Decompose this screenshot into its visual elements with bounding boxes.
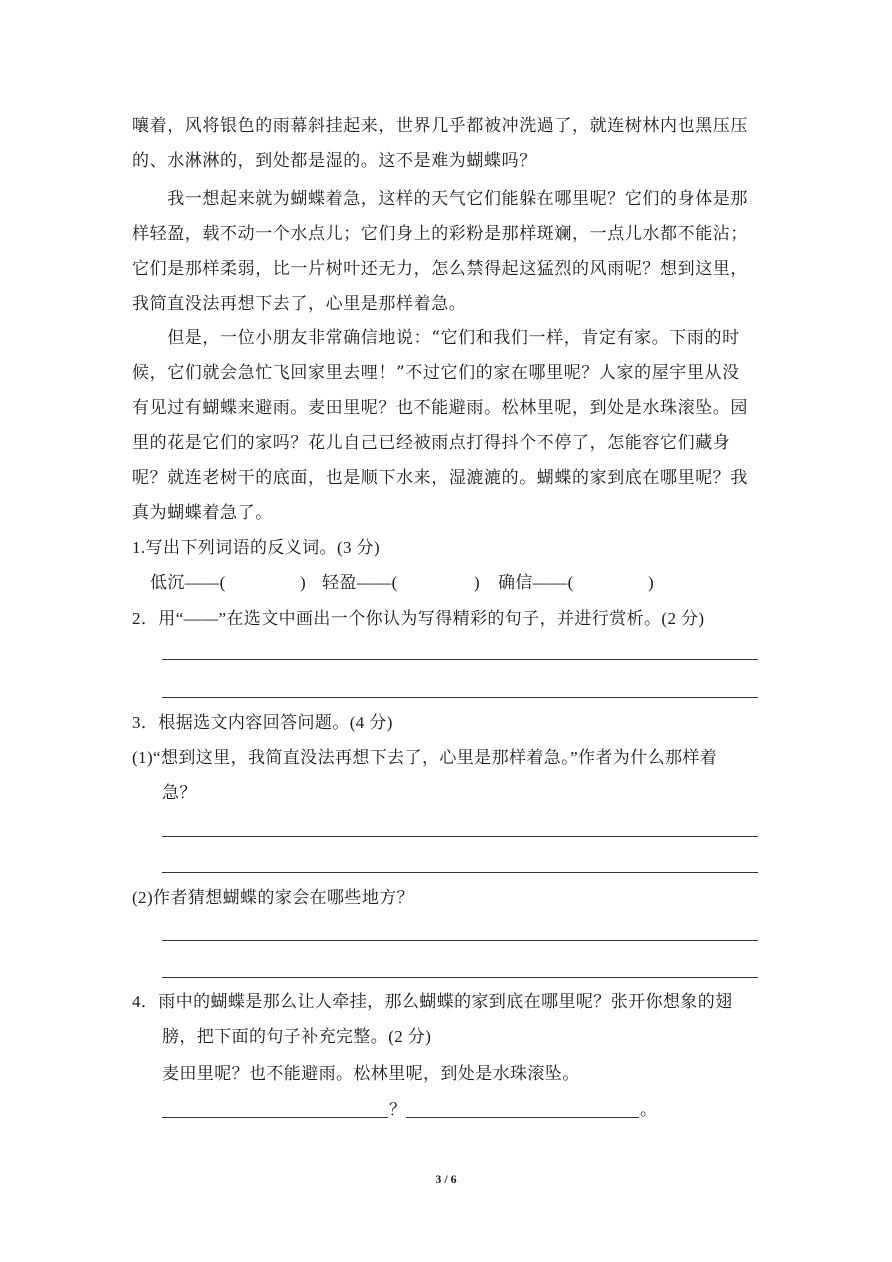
question-3-sub-1-cont: 急？ — [162, 783, 197, 802]
answer-line[interactable] — [162, 659, 758, 660]
question-3-title: 3．根据选文内容回答问题。(4 分) — [132, 713, 393, 732]
antonym-paren-2[interactable]: ) — [474, 573, 481, 592]
passage-line: 它们是那样柔弱，比一片树叶还无力，怎么禁得起这猛烈的风雨呢？想到这里， — [132, 259, 748, 279]
antonym-label-1: 低沉——( — [150, 573, 226, 592]
question-mark: ？ — [389, 1100, 407, 1119]
antonym-label-3: 确信——( — [498, 573, 574, 592]
answer-line[interactable] — [162, 977, 758, 978]
fill-blank-2[interactable] — [406, 1117, 639, 1118]
passage-line: 的、水淋淋的，到处都是湿的。这不是难为蝴蝶吗？ — [132, 151, 537, 171]
question-4-title-cont: 膀，把下面的句子补充完整。(2 分) — [162, 1027, 432, 1046]
question-1-title: 1.写出下列词语的反义词。(3 分) — [132, 538, 381, 557]
question-4-title: 4．雨中的蝴蝶是那么让人牵挂，那么蝴蝶的家到底在哪里呢？张开你想象的翅 — [132, 992, 733, 1011]
passage-line: 我简直没法再想下去了，心里是那样着急。 — [132, 294, 467, 314]
answer-line[interactable] — [162, 697, 758, 698]
passage-line: 候，它们就会急忙飞回家里去哩！”不过它们的家在哪里呢？人家的屋宇里从没 — [132, 363, 740, 383]
fill-blank-1[interactable] — [162, 1117, 388, 1118]
question-2-title: 2．用“——”在选文中画出一个你认为写得精彩的句子，并进行赏析。(2 分) — [132, 609, 705, 628]
answer-line[interactable] — [162, 940, 758, 941]
page-number: 3 / 6 — [435, 1172, 457, 1186]
question-3-sub-1: (1)“想到这里，我简直没法再想下去了，心里是那样着急。”作者为什么那样着 — [132, 748, 718, 767]
answer-line[interactable] — [162, 836, 758, 837]
passage-line: 呢？就连老树干的底面，也是顺下水来，湿漉漉的。蝴蝶的家到底在哪里呢？我 — [132, 468, 748, 488]
question-4-example: 麦田里呢？也不能避雨。松林里呢，到处是水珠滚坠。 — [162, 1064, 580, 1083]
question-3-sub-2: (2)作者猜想蝴蝶的家会在哪些地方？ — [132, 888, 415, 907]
answer-line[interactable] — [162, 872, 758, 873]
passage-line: 但是，一位小朋友非常确信地说：“它们和我们一样，肯定有家。下雨的时 — [132, 328, 740, 348]
passage-line: 嚷着，风将银色的雨幕斜挂起来，世界几乎都被冲洗過了，就连树林内也黑压压 — [132, 116, 748, 136]
antonym-label-2: 轻盈——( — [322, 573, 398, 592]
antonym-paren-1[interactable]: ) — [300, 573, 307, 592]
passage-line: 样轻盈，载不动一个水点儿；它们身上的彩粉是那样斑斓，一点儿水都不能沾； — [132, 224, 748, 244]
antonym-paren-3[interactable]: ) — [648, 573, 655, 592]
passage-line: 有见过有蝴蝶来避雨。麦田里呢？也不能避雨。松林里呢，到处是水珠滚坠。园 — [132, 398, 748, 418]
period-mark: 。 — [640, 1100, 658, 1119]
passage-line: 里的花是它们的家吗？花儿自己已经被雨点打得抖个不停了，怎能容它们藏身 — [132, 433, 731, 453]
passage-line: 我一想起来就为蝴蝶着急，这样的天气它们能躲在哪里呢？它们的身体是那 — [132, 189, 748, 209]
passage-line: 真为蝴蝶着急了。 — [132, 503, 273, 523]
